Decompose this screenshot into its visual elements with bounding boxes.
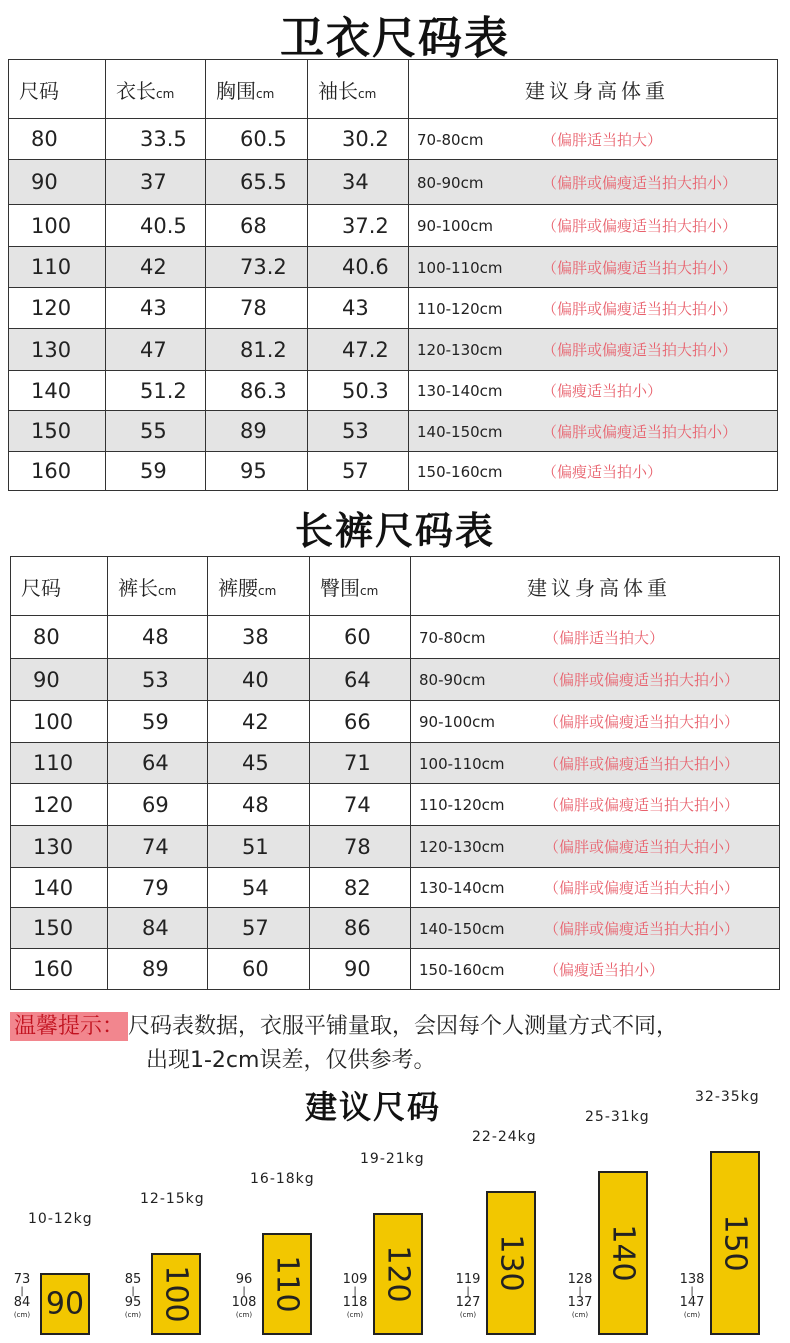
recommendation-cell — [411, 616, 780, 659]
size-cell: 100 — [9, 205, 106, 247]
column-header — [108, 557, 208, 616]
table-row — [11, 868, 780, 908]
height-range: 90-100cm — [419, 713, 495, 731]
measure-cell: 37.2 — [308, 205, 409, 247]
recommendation-cell — [411, 908, 780, 949]
measure-cell: 40.6 — [308, 247, 409, 288]
measure-cell: 64 — [108, 743, 208, 784]
measure-cell: 53 — [308, 411, 409, 452]
height-unit: (cm) — [124, 1311, 142, 1319]
height-range-label — [229, 1273, 259, 1320]
fit-note: （偏胖或偏瘦适当拍大拍小） — [542, 341, 738, 359]
recommendation-cell — [409, 119, 778, 160]
size-bar-label: 90 — [45, 1286, 85, 1322]
measure-cell: 95 — [206, 452, 308, 491]
measure-cell: 78 — [206, 288, 308, 329]
height-range-label — [118, 1273, 148, 1320]
recommend-size-title: 建议尺码 — [305, 1088, 442, 1126]
measure-cell: 86 — [310, 908, 411, 949]
weight-label: 32-35kg — [695, 1089, 760, 1105]
column-header — [206, 60, 308, 119]
table-row — [11, 908, 780, 949]
measure-cell: 42 — [106, 247, 206, 288]
size-cell: 150 — [9, 411, 106, 452]
table-row — [9, 288, 778, 329]
table-row — [9, 247, 778, 288]
table-row — [9, 160, 778, 205]
weight-label: 12-15kg — [140, 1191, 205, 1207]
height-range-label — [340, 1273, 370, 1320]
size-bar — [486, 1191, 536, 1335]
measure-cell: 38 — [208, 616, 310, 659]
table-row — [11, 949, 780, 990]
size-bar — [598, 1171, 648, 1335]
size-cell: 140 — [11, 868, 108, 908]
measure-cell: 69 — [108, 784, 208, 826]
pants-size-chart-title: 长裤尺码表 — [294, 509, 495, 553]
height-low: 138 — [679, 1272, 705, 1287]
size-cell: 160 — [9, 452, 106, 491]
measure-cell: 84 — [108, 908, 208, 949]
size-bar-label: 110 — [269, 1255, 305, 1313]
height-range: 140-150cm — [417, 422, 503, 441]
column-header-unit: cm — [158, 583, 177, 598]
height-range: 110-120cm — [417, 299, 503, 318]
fit-note: （偏瘦适当拍小） — [542, 462, 663, 481]
fit-note: （偏胖或偏瘦适当拍大拍小） — [542, 217, 738, 235]
height-range: 130-140cm — [417, 382, 503, 400]
measure-cell: 66 — [310, 701, 411, 743]
fit-note: （偏胖适当拍大） — [542, 130, 663, 149]
measure-cell: 33.5 — [106, 119, 206, 160]
height-high: 95 — [124, 1295, 142, 1310]
measure-cell: 65.5 — [206, 160, 308, 205]
size-bar — [151, 1253, 201, 1335]
weight-label: 10-12kg — [28, 1211, 93, 1227]
measure-cell: 57 — [308, 452, 409, 491]
size-bar — [710, 1151, 760, 1335]
measure-cell: 73.2 — [206, 247, 308, 288]
height-range: 80-90cm — [419, 671, 486, 689]
column-header-label: 尺码 — [21, 575, 61, 600]
fit-note: （偏胖或偏瘦适当拍大拍小） — [542, 258, 738, 277]
height-low: 85 — [124, 1272, 142, 1287]
measure-cell: 57 — [208, 908, 310, 949]
fit-note: （偏胖或偏瘦适当拍大拍小） — [542, 422, 738, 441]
measure-cell: 43 — [106, 288, 206, 329]
height-range: 130-140cm — [419, 879, 505, 897]
table-row — [11, 701, 780, 743]
column-header-label: 裤长 — [118, 575, 158, 600]
fit-note: （偏胖或偏瘦适当拍大拍小） — [544, 879, 740, 897]
measure-cell: 59 — [106, 452, 206, 491]
range-separator: | — [466, 1286, 470, 1297]
height-high: 118 — [342, 1295, 368, 1310]
recommendation-cell — [409, 205, 778, 247]
range-separator: | — [353, 1286, 357, 1297]
warm-tip-line1: 尺码表数据，衣服平铺量取，会因每个人测量方式不同， — [128, 1014, 679, 1039]
size-cell: 90 — [11, 659, 108, 701]
height-range: 150-160cm — [417, 462, 503, 481]
hoodie-size-chart-title: 卫衣尺码表 — [280, 13, 510, 64]
measure-cell: 79 — [108, 868, 208, 908]
height-high: 137 — [567, 1295, 593, 1310]
measure-cell: 43 — [308, 288, 409, 329]
measure-cell: 74 — [310, 784, 411, 826]
table-row — [9, 411, 778, 452]
measure-cell: 60 — [310, 616, 411, 659]
range-separator: | — [690, 1286, 694, 1297]
measure-cell: 59 — [108, 701, 208, 743]
measure-cell: 54 — [208, 868, 310, 908]
range-separator: | — [131, 1286, 135, 1297]
weight-label: 19-21kg — [360, 1151, 425, 1167]
fit-note: （偏胖或偏瘦适当拍大拍小） — [544, 796, 740, 814]
hoodie-size-table — [8, 59, 778, 491]
measure-cell: 50.3 — [308, 371, 409, 411]
size-bar — [262, 1233, 312, 1335]
height-range: 70-80cm — [419, 628, 486, 647]
size-cell: 110 — [9, 247, 106, 288]
weight-label: 22-24kg — [472, 1129, 537, 1145]
measure-cell: 86.3 — [206, 371, 308, 411]
measure-cell: 74 — [108, 826, 208, 868]
column-header-label: 裤腰 — [218, 575, 258, 600]
weight-label: 25-31kg — [585, 1109, 650, 1125]
size-cell: 130 — [9, 329, 106, 371]
height-range: 70-80cm — [417, 130, 484, 149]
measure-cell: 60.5 — [206, 119, 308, 160]
measure-cell: 42 — [208, 701, 310, 743]
range-separator: | — [20, 1286, 24, 1297]
column-header-unit: cm — [360, 583, 379, 598]
fit-note: （偏瘦适当拍小） — [542, 382, 663, 400]
height-low: 73 — [13, 1272, 31, 1287]
height-high: 108 — [231, 1295, 257, 1310]
size-bar-label: 140 — [605, 1224, 641, 1282]
recommendation-cell — [411, 743, 780, 784]
warm-tip-label: 温馨提示： — [10, 1012, 128, 1041]
fit-note: （偏胖或偏瘦适当拍大拍小） — [544, 838, 740, 856]
column-header-label: 建议身高体重 — [525, 78, 669, 103]
column-header-unit: cm — [256, 86, 275, 101]
recommendation-cell — [411, 784, 780, 826]
table-header-row — [11, 557, 780, 616]
measure-cell: 47 — [106, 329, 206, 371]
measure-cell: 68 — [206, 205, 308, 247]
size-bar-label: 130 — [493, 1234, 529, 1292]
measure-cell: 48 — [108, 616, 208, 659]
column-header — [208, 557, 310, 616]
height-unit: (cm) — [346, 1311, 364, 1319]
height-unit: (cm) — [683, 1311, 701, 1319]
measure-cell: 40.5 — [106, 205, 206, 247]
size-cell: 120 — [11, 784, 108, 826]
table-row — [9, 452, 778, 491]
recommendation-cell — [409, 329, 778, 371]
height-range-label — [677, 1273, 707, 1320]
column-header — [11, 557, 108, 616]
fit-note: （偏胖或偏瘦适当拍大拍小） — [542, 173, 738, 192]
column-header — [106, 60, 206, 119]
column-header-label: 建议身高体重 — [527, 575, 671, 600]
warm-tip-line2: 出现1-2cm误差，仅供参考。 — [146, 1048, 436, 1073]
measure-cell: 64 — [310, 659, 411, 701]
fit-note: （偏胖或偏瘦适当拍大拍小） — [544, 919, 740, 938]
height-high: 127 — [455, 1295, 481, 1310]
recommendation-cell — [411, 659, 780, 701]
height-low: 128 — [567, 1272, 593, 1287]
height-high: 84 — [13, 1295, 31, 1310]
column-header — [411, 557, 780, 616]
measure-cell: 30.2 — [308, 119, 409, 160]
pants-size-table — [10, 556, 780, 990]
table-row — [9, 205, 778, 247]
column-header-label: 袖长 — [318, 78, 358, 103]
recommendation-cell — [409, 288, 778, 329]
measure-cell: 71 — [310, 743, 411, 784]
size-cell: 130 — [11, 826, 108, 868]
fit-note: （偏胖或偏瘦适当拍大拍小） — [544, 754, 740, 773]
measure-cell: 78 — [310, 826, 411, 868]
size-cell: 150 — [11, 908, 108, 949]
measure-cell: 37 — [106, 160, 206, 205]
size-bar-label: 120 — [380, 1245, 416, 1303]
recommendation-cell — [409, 371, 778, 411]
table-row — [9, 119, 778, 160]
fit-note: （偏瘦适当拍小） — [544, 960, 665, 979]
measure-cell: 40 — [208, 659, 310, 701]
column-header-label: 衣长 — [116, 78, 156, 103]
weight-label: 16-18kg — [250, 1171, 315, 1187]
size-cell: 80 — [9, 119, 106, 160]
column-header — [310, 557, 411, 616]
height-range: 150-160cm — [419, 960, 505, 979]
height-range-label — [565, 1273, 595, 1320]
recommendation-cell — [411, 868, 780, 908]
measure-cell: 51 — [208, 826, 310, 868]
column-header — [308, 60, 409, 119]
recommendation-cell — [409, 247, 778, 288]
height-range: 110-120cm — [419, 796, 505, 814]
column-header — [9, 60, 106, 119]
height-low: 96 — [235, 1272, 253, 1287]
measure-cell: 48 — [208, 784, 310, 826]
height-range: 140-150cm — [419, 919, 505, 938]
range-separator: | — [242, 1286, 246, 1297]
measure-cell: 81.2 — [206, 329, 308, 371]
fit-note: （偏胖适当拍大） — [544, 628, 665, 647]
measure-cell: 51.2 — [106, 371, 206, 411]
table-row — [11, 659, 780, 701]
size-bar-label: 150 — [717, 1214, 753, 1272]
size-cell: 90 — [9, 160, 106, 205]
table-row — [11, 616, 780, 659]
table-header-row — [9, 60, 778, 119]
size-cell: 110 — [11, 743, 108, 784]
warm-tip — [10, 1010, 790, 1078]
size-cell: 140 — [9, 371, 106, 411]
size-bar-label: 100 — [158, 1265, 194, 1323]
table-row — [11, 826, 780, 868]
height-range: 100-110cm — [419, 754, 505, 773]
height-range: 90-100cm — [417, 217, 493, 235]
column-header-unit: cm — [358, 86, 377, 101]
column-header-label: 胸围 — [216, 78, 256, 103]
height-range: 100-110cm — [417, 258, 503, 277]
recommendation-cell — [409, 160, 778, 205]
recommendation-cell — [409, 411, 778, 452]
height-range-label — [453, 1273, 483, 1320]
measure-cell: 82 — [310, 868, 411, 908]
range-separator: | — [578, 1286, 582, 1297]
size-cell: 100 — [11, 701, 108, 743]
measure-cell: 90 — [310, 949, 411, 990]
measure-cell: 55 — [106, 411, 206, 452]
measure-cell: 89 — [206, 411, 308, 452]
height-range: 120-130cm — [417, 341, 503, 359]
fit-note: （偏胖或偏瘦适当拍大拍小） — [544, 713, 740, 731]
recommendation-cell — [411, 701, 780, 743]
height-unit: (cm) — [571, 1311, 589, 1319]
fit-note: （偏胖或偏瘦适当拍大拍小） — [542, 299, 738, 318]
table-row — [11, 784, 780, 826]
height-low: 119 — [455, 1272, 481, 1287]
measure-cell: 34 — [308, 160, 409, 205]
size-cell: 120 — [9, 288, 106, 329]
size-bar — [373, 1213, 423, 1335]
measure-cell: 47.2 — [308, 329, 409, 371]
table-row — [11, 743, 780, 784]
measure-cell: 45 — [208, 743, 310, 784]
height-unit: (cm) — [13, 1311, 31, 1319]
column-header — [409, 60, 778, 119]
size-cell: 160 — [11, 949, 108, 990]
recommendation-cell — [409, 452, 778, 491]
height-range: 80-90cm — [417, 173, 484, 192]
column-header-label: 臀围 — [320, 575, 360, 600]
height-unit: (cm) — [459, 1311, 477, 1319]
recommendation-cell — [411, 949, 780, 990]
table-row — [9, 371, 778, 411]
measure-cell: 89 — [108, 949, 208, 990]
size-bar — [40, 1273, 90, 1335]
height-unit: (cm) — [235, 1311, 253, 1319]
size-cell: 80 — [11, 616, 108, 659]
height-range-label — [7, 1273, 37, 1320]
height-range: 120-130cm — [419, 838, 505, 856]
fit-note: （偏胖或偏瘦适当拍大拍小） — [544, 671, 740, 689]
table-row — [9, 329, 778, 371]
column-header-unit: cm — [156, 86, 175, 101]
column-header-unit: cm — [258, 583, 277, 598]
measure-cell: 53 — [108, 659, 208, 701]
height-high: 147 — [679, 1295, 705, 1310]
height-low: 109 — [342, 1272, 368, 1287]
measure-cell: 60 — [208, 949, 310, 990]
column-header-label: 尺码 — [19, 78, 59, 103]
recommendation-cell — [411, 826, 780, 868]
